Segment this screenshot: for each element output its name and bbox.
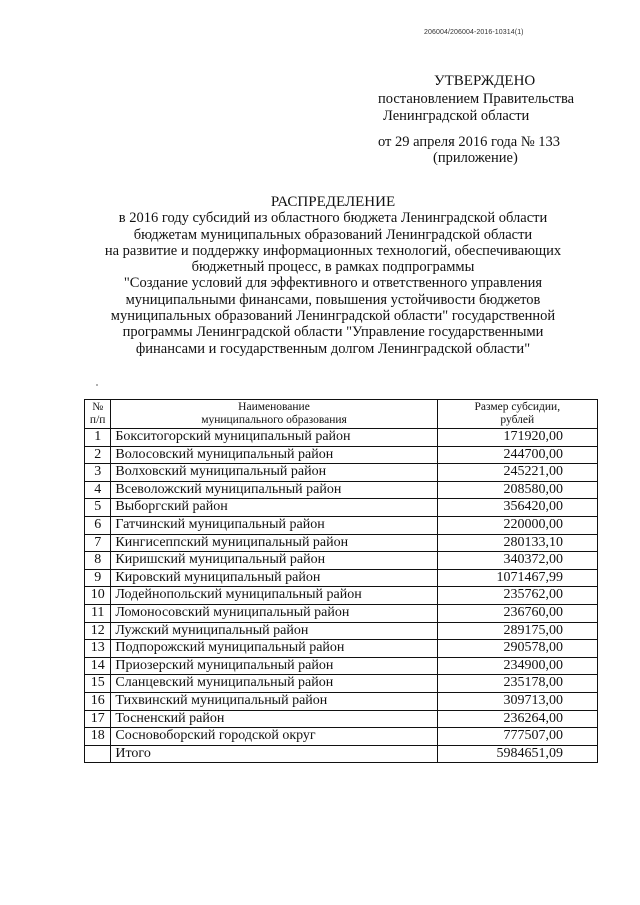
row-subsidy: 208580,00: [437, 481, 597, 499]
row-number: 11: [85, 604, 111, 622]
total-label: Итого: [111, 745, 437, 763]
row-subsidy: 244700,00: [437, 446, 597, 464]
row-subsidy: 777507,00: [437, 728, 597, 746]
row-number: 4: [85, 481, 111, 499]
row-subsidy: 290578,00: [437, 640, 597, 658]
row-subsidy: 234900,00: [437, 657, 597, 675]
row-municipality: Лодейнопольский муниципальный район: [111, 587, 437, 605]
row-municipality: Лужский муниципальный район: [111, 622, 437, 640]
row-number: 10: [85, 587, 111, 605]
approval-region: Ленинградской области: [383, 108, 530, 124]
approval-resolution: постановлением Правительства: [378, 90, 575, 107]
header-subsidy-amount: Размер субсидии, рублей: [437, 400, 597, 429]
row-municipality: Тосненский район: [111, 710, 437, 728]
table-row: [85, 499, 598, 517]
row-municipality: Выборгский район: [111, 499, 437, 517]
row-municipality: Киришский муниципальный район: [111, 552, 437, 570]
approval-stamp: [378, 73, 614, 166]
row-municipality: Волховский муниципальный район: [111, 464, 437, 482]
row-municipality: Тихвинский муниципальный район: [111, 692, 437, 710]
row-subsidy: 236264,00: [437, 710, 597, 728]
table-row: [85, 534, 598, 552]
approval-appendix: (приложение): [433, 150, 518, 166]
row-number: 8: [85, 552, 111, 570]
row-number: 13: [85, 640, 111, 658]
row-number: 12: [85, 622, 111, 640]
table-row: [85, 604, 598, 622]
header-number: № п/п: [85, 400, 111, 429]
table-row: [85, 429, 598, 447]
table-row: [85, 481, 598, 499]
title-line: в 2016 году субсидий из областного бюджета Ленинградской области: [118, 210, 548, 227]
row-subsidy: 309713,00: [437, 692, 597, 710]
row-subsidy: 340372,00: [437, 552, 597, 570]
table-row: [85, 728, 598, 746]
row-number: 14: [85, 657, 111, 675]
table-row: [85, 657, 598, 675]
row-number: 15: [85, 675, 111, 693]
table-body: [85, 429, 598, 763]
title-line: "Создание условий для эффективного и ответственного управления: [123, 275, 543, 292]
title-line: программы Ленинградской области "Управление государственными: [122, 324, 544, 341]
row-municipality: Сосновоборский городской округ: [111, 728, 437, 746]
table-row: [85, 516, 598, 534]
title-line: бюджетам муниципальных образований Ленинградской области: [133, 226, 533, 243]
row-number: 9: [85, 569, 111, 587]
table-row: [85, 569, 598, 587]
row-municipality: Приозерский муниципальный район: [111, 657, 437, 675]
row-number: 3: [85, 464, 111, 482]
table-total-row: [85, 745, 598, 763]
row-municipality: Подпорожский муниципальный район: [111, 640, 437, 658]
row-subsidy: 235178,00: [437, 675, 597, 693]
row-subsidy: 236760,00: [437, 604, 597, 622]
table-row: [85, 552, 598, 570]
row-municipality: Сланцевский муниципальный район: [111, 675, 437, 693]
row-subsidy: 171920,00: [437, 429, 597, 447]
row-number: 5: [85, 499, 111, 517]
row-number: 2: [85, 446, 111, 464]
table-row: [85, 622, 598, 640]
total-number: [85, 745, 111, 763]
row-subsidy: 289175,00: [437, 622, 597, 640]
approval-heading: УТВЕРЖДЕНО: [434, 73, 536, 89]
row-municipality: Бокситогорский муниципальный район: [111, 429, 437, 447]
document-id: 206004/206004-2016-10314(1): [424, 29, 524, 36]
row-number: 7: [85, 534, 111, 552]
title-line: на развитие и поддержку информационных технологий, обеспечивающих: [104, 242, 562, 259]
table-row: [85, 464, 598, 482]
title-line: финансами и государственным долгом Ленинградской области": [135, 340, 531, 357]
table-row: [85, 446, 598, 464]
row-subsidy: 235762,00: [437, 587, 597, 605]
table-row: [85, 640, 598, 658]
table-header-row: [85, 400, 598, 429]
approval-date-number: от 29 апреля 2016 года № 133: [378, 133, 561, 150]
table-row: [85, 587, 598, 605]
title-line: бюджетный процесс, в рамках подпрограммы: [191, 259, 475, 276]
title-line: муниципальными финансами, повышения устойчивости бюджетов: [125, 291, 541, 308]
row-subsidy: 220000,00: [437, 516, 597, 534]
row-subsidy: 245221,00: [437, 464, 597, 482]
row-municipality: Гатчинский муниципальный район: [111, 516, 437, 534]
row-subsidy: 280133,10: [437, 534, 597, 552]
row-municipality: Кингисеппский муниципальный район: [111, 534, 437, 552]
row-subsidy: 356420,00: [437, 499, 597, 517]
table-row: [85, 692, 598, 710]
scan-speck: [96, 384, 98, 386]
total-value: 5984651,09: [437, 745, 597, 763]
row-number: 1: [85, 429, 111, 447]
header-municipality: Наименование муниципального образования: [111, 400, 437, 429]
table-row: [85, 675, 598, 693]
row-municipality: Ломоносовский муниципальный район: [111, 604, 437, 622]
table-row: [85, 710, 598, 728]
row-number: 17: [85, 710, 111, 728]
row-municipality: Волосовский муниципальный район: [111, 446, 437, 464]
row-number: 6: [85, 516, 111, 534]
title-heading: РАСПРЕДЕЛЕНИЕ: [270, 194, 396, 210]
row-municipality: Кировский муниципальный район: [111, 569, 437, 587]
subsidy-table: [84, 399, 598, 763]
title-line: муниципальных образований Ленинградской области" государственной: [110, 308, 556, 325]
row-number: 18: [85, 728, 111, 746]
row-municipality: Всеволожский муниципальный район: [111, 481, 437, 499]
document-title: [90, 194, 576, 357]
row-subsidy: 1071467,99: [437, 569, 597, 587]
row-number: 16: [85, 692, 111, 710]
